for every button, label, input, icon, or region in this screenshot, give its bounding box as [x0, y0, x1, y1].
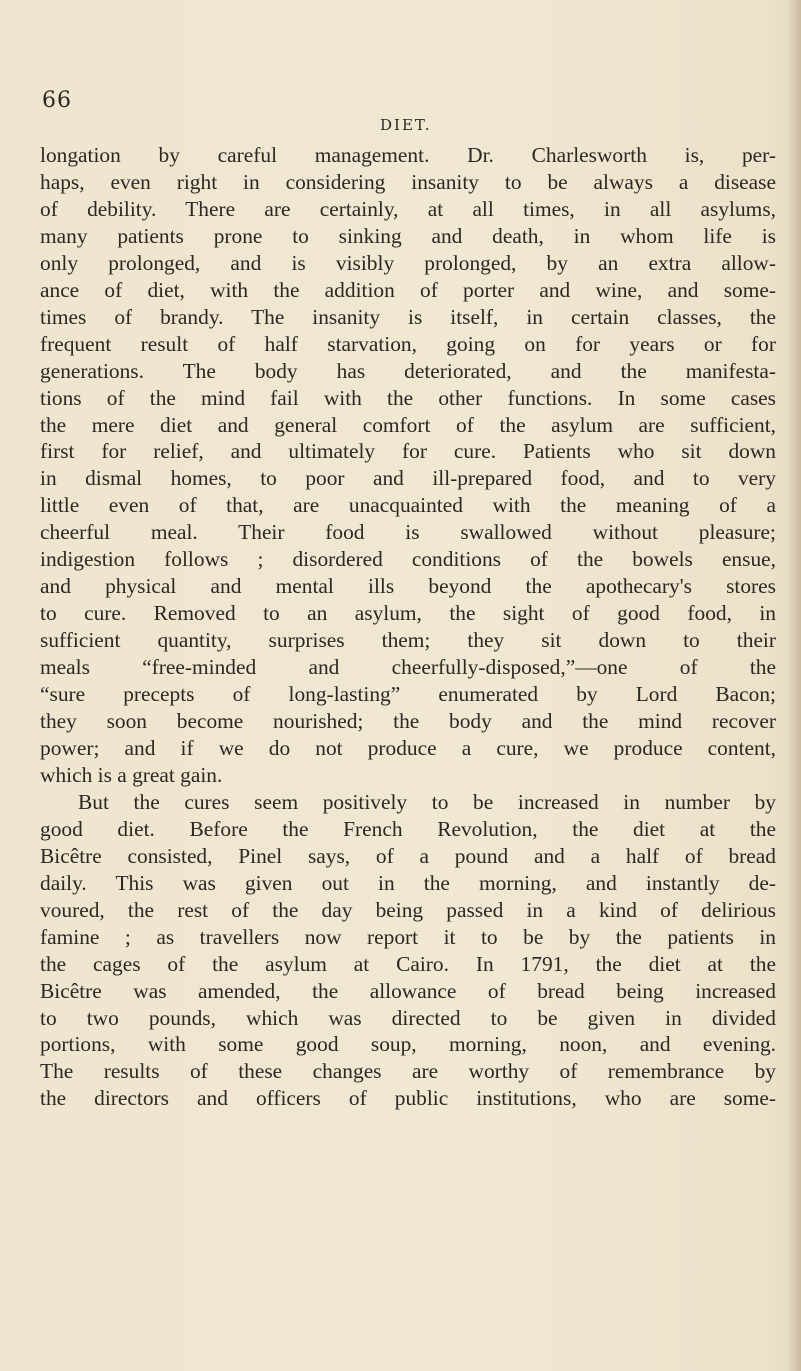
text-line: Bicêtre was amended, the allowance of bread being increased	[40, 978, 776, 1003]
text-line: generations. The body has deteriorated, and the manifesta-	[40, 358, 776, 383]
text-line: power; and if we do not produce a cure, we produce content,	[40, 735, 776, 760]
text-line: The results of these changes are worthy of remembrance by	[40, 1059, 776, 1084]
text-line: and physical and mental ills beyond the apothecary's stores	[40, 574, 776, 599]
text-line: times of brandy. The insanity is itself, in certain classes, the	[40, 304, 776, 329]
text-line: tions of the mind fail with the other functions. In some cases	[40, 385, 776, 410]
text-line: portions, with some good soup, morning, noon, and evening.	[40, 1032, 776, 1057]
body-text	[40, 142, 776, 1112]
paragraph-end-line: which is a great gain.	[40, 762, 223, 787]
text-line: many patients prone to sinking and death, in whom life is	[40, 223, 776, 248]
text-line: longation by careful management. Dr. Charlesworth is, per-	[40, 143, 776, 167]
text-line: sufficient quantity, surprises them; they sit down to their	[40, 628, 776, 653]
text-line: the directors and officers of public institutions, who are some-	[40, 1086, 776, 1111]
text-line: meals “free-minded and cheerfully-disposed,”—one of the	[40, 655, 776, 680]
paragraph-start-line: But the cures seem positively to be increased in number by	[78, 789, 776, 814]
text-line: first for relief, and ultimately for cure. Patients who sit down	[40, 439, 776, 464]
text-line: daily. This was given out in the morning, and instantly de-	[40, 870, 776, 895]
text-line: the mere diet and general comfort of the asylum are sufficient,	[40, 412, 776, 437]
text-line: indigestion follows ; disordered conditions of the bowels ensue,	[40, 547, 776, 572]
text-line: they soon become nourished; the body and the mind recover	[40, 709, 776, 734]
text-line: “sure precepts of long-lasting” enumerated by Lord Bacon;	[40, 682, 776, 707]
text-line: voured, the rest of the day being passed in a kind of delirious	[40, 897, 776, 922]
text-line: Bicêtre consisted, Pinel says, of a pound and a half of bread	[40, 843, 776, 868]
text-line: haps, even right in considering insanity to be always a disease	[40, 169, 776, 194]
page-number: 66	[42, 88, 72, 113]
text-line: the cages of the asylum at Cairo. In 1791, the diet at the	[40, 951, 776, 976]
text-line: to cure. Removed to an asylum, the sight of good food, in	[40, 601, 776, 626]
text-line: in dismal homes, to poor and ill-prepared food, and to very	[40, 466, 776, 491]
text-line: to two pounds, which was directed to be given in divided	[40, 1005, 776, 1030]
text-line: only prolonged, and is visibly prolonged, by an extra allow-	[40, 250, 776, 275]
running-head: DIET.	[380, 116, 432, 134]
text-line: ance of diet, with the addition of porter and wine, and some-	[40, 277, 776, 302]
text-line: good diet. Before the French Revolution, the diet at the	[40, 816, 776, 841]
text-line: little even of that, are unacquainted with the meaning of a	[40, 493, 776, 518]
text-line: cheerful meal. Their food is swallowed without pleasure;	[40, 520, 776, 545]
text-line: frequent result of half starvation, going on for years or for	[40, 331, 776, 356]
page-edge-shadow	[787, 0, 801, 1371]
text-line: famine ; as travellers now report it to be by the patients in	[40, 924, 776, 949]
text-line: of debility. There are certainly, at all times, in all asylums,	[40, 196, 776, 221]
